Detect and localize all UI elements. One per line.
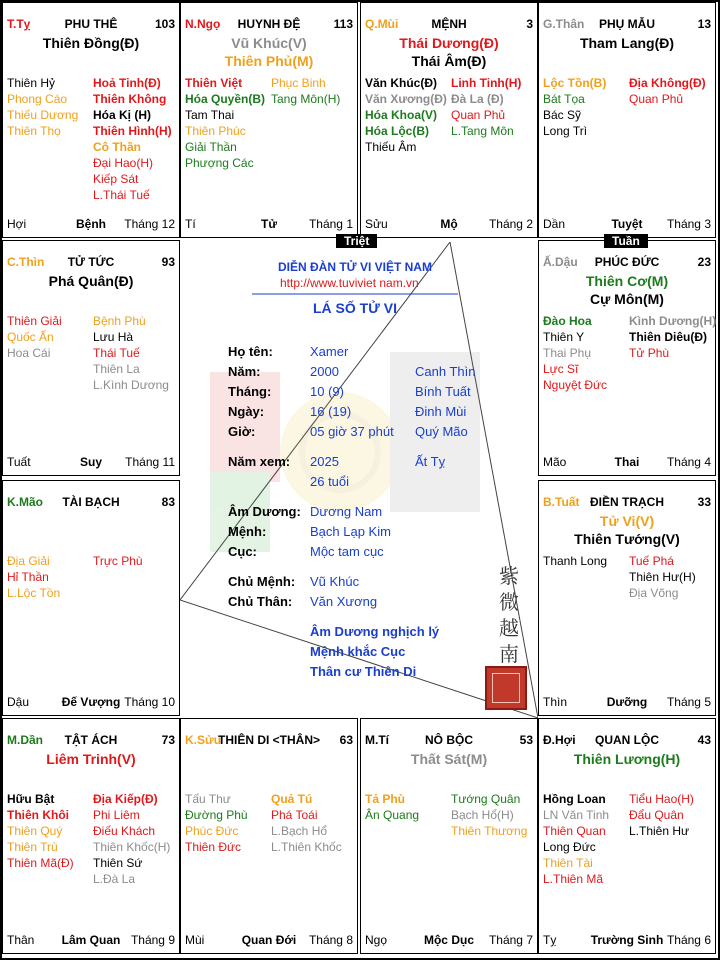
- palace-number: 33: [697, 495, 711, 509]
- month-label: Tháng 4: [666, 455, 711, 469]
- info-value: Vũ Khúc: [310, 574, 360, 589]
- minor-star: Bạch Hổ(H): [451, 808, 514, 822]
- minor-star: Thanh Long: [543, 554, 608, 568]
- month-label: Tháng 12: [124, 217, 175, 231]
- minor-star: Thiếu Dương: [7, 108, 79, 122]
- branch-label: G.Thân: [543, 17, 585, 31]
- info-can-chi: Đinh Mùi: [415, 404, 467, 419]
- minor-star: Đào Hoa: [543, 314, 592, 328]
- info-value: Văn Xương: [310, 594, 378, 609]
- cycle-branch: Hợi: [7, 217, 27, 231]
- branch-label: T.Tỵ: [7, 17, 31, 31]
- chart-center-panel: [180, 242, 538, 718]
- cycle-branch: Mão: [543, 455, 567, 469]
- info-can-chi: Quý Mão: [415, 424, 468, 439]
- main-star: Vũ Khúc(V): [231, 35, 307, 51]
- stars-left: [543, 75, 606, 139]
- stars-left: [365, 75, 447, 155]
- minor-star: Trực Phù: [93, 554, 143, 568]
- stars-right: [93, 553, 143, 569]
- seal-stamp: [485, 666, 527, 710]
- minor-star: Nguyệt Đức: [543, 378, 608, 392]
- minor-star: Long Trì: [543, 124, 588, 138]
- branch-label: Q.Mùi: [365, 17, 399, 31]
- info-can-chi: Canh Thìn: [415, 364, 476, 379]
- stars-left: [7, 313, 62, 361]
- branch-label: Đ.Hợi: [543, 733, 576, 747]
- minor-star: Thiên Thọ: [7, 124, 61, 138]
- minor-star: Tiểu Hao(H): [629, 792, 694, 806]
- minor-star: Lộc Tồn(B): [543, 76, 607, 90]
- main-star: Thiên Cơ(M): [585, 273, 669, 289]
- palace-cell-dan[interactable]: [2, 718, 180, 954]
- minor-star: Thiên Y: [543, 330, 585, 344]
- minor-star: Giải Thần: [185, 140, 237, 154]
- minor-star: Tấu Thư: [185, 792, 231, 806]
- minor-star: Lực Sĩ: [543, 362, 579, 376]
- minor-star: Địa Không(Đ): [629, 76, 706, 90]
- info-label: Mệnh:: [228, 524, 267, 539]
- triet-tag: Triệt: [336, 234, 377, 248]
- minor-star: Phi Liêm: [93, 808, 140, 822]
- minor-star: Thiên Hỷ: [7, 76, 56, 90]
- stars-right: [271, 75, 340, 107]
- minor-star: Quốc Ấn: [7, 330, 54, 344]
- minor-star: Thai Phụ: [543, 346, 592, 360]
- branch-label: M.Dần: [7, 733, 43, 747]
- info-label: Ngày:: [228, 404, 265, 419]
- minor-star: Tuế Phá: [629, 554, 674, 568]
- minor-star: Văn Xương(Đ): [365, 92, 447, 106]
- main-star: Tham Lang(Đ): [579, 35, 675, 51]
- stars-left: [543, 313, 607, 393]
- minor-star: Thiên Phúc: [185, 124, 246, 138]
- minor-star: L.Thái Tuế: [93, 188, 150, 202]
- minor-star: LN Văn Tinh: [543, 808, 610, 822]
- minor-star: L.Kình Dương: [93, 378, 169, 392]
- month-label: Tháng 3: [666, 217, 711, 231]
- stars-left: [7, 553, 60, 601]
- palace-name: TỬ TỨC: [67, 255, 115, 269]
- branch-label: K.Mão: [7, 495, 43, 509]
- stars-right: [629, 75, 706, 107]
- palace-number: 13: [697, 17, 711, 31]
- info-label: Năm xem:: [228, 454, 291, 469]
- minor-star: Hóa Lộc(B): [365, 124, 429, 138]
- palace-number: 43: [697, 733, 711, 747]
- chart-note: Mệnh khắc Cục: [310, 644, 406, 659]
- cycle-branch: Tí: [185, 217, 196, 231]
- minor-star: L.Thiên Khốc: [271, 840, 342, 854]
- calligraphy-glyph: 越: [499, 618, 519, 640]
- main-star: Thái Âm(Đ): [411, 53, 487, 69]
- palace-cell-than[interactable]: [538, 2, 716, 238]
- stars-right: [93, 75, 172, 203]
- minor-star: Văn Khúc(Đ): [365, 76, 437, 90]
- month-label: Tháng 2: [488, 217, 533, 231]
- minor-star: Hỉ Thần: [7, 570, 49, 584]
- stars-left: [543, 553, 607, 569]
- minor-star: Thiên Mã(Đ): [7, 856, 74, 870]
- chart-note: Âm Dương nghịch lý: [310, 624, 440, 639]
- cycle-branch: Ngọ: [365, 933, 388, 947]
- cycle-branch: Sửu: [365, 217, 388, 231]
- palace-name: PHU THÊ: [64, 17, 118, 31]
- info-can-chi: Bính Tuất: [415, 384, 471, 399]
- palace-cell-ty[interactable]: [2, 2, 180, 238]
- palace-number: 103: [154, 17, 175, 31]
- life-stage: Quan Đới: [241, 933, 297, 947]
- month-label: Tháng 1: [308, 217, 353, 231]
- main-star: Thiên Phủ(M): [224, 53, 314, 69]
- life-stage: Dưỡng: [606, 695, 648, 709]
- minor-star: Đại Hao(H): [93, 156, 154, 170]
- minor-star: Địa Võng: [629, 586, 679, 600]
- life-stage: Bệnh: [76, 217, 106, 231]
- info-label: Năm:: [228, 364, 261, 379]
- chart-title: LÁ SỐ TỬ VI: [313, 300, 397, 316]
- main-star: Tử Vi(V): [599, 513, 655, 529]
- month-label: Tháng 5: [666, 695, 711, 709]
- stars-left: [7, 791, 74, 871]
- minor-star: L.Bạch Hổ: [271, 824, 328, 838]
- minor-star: Tả Phù: [365, 792, 406, 806]
- calligraphy-glyph: 南: [499, 644, 519, 666]
- minor-star: L.Thiên Mã: [543, 872, 604, 886]
- life-stage: Đế Vượng: [61, 695, 121, 709]
- minor-star: Long Đức: [543, 840, 596, 854]
- stars-left: [365, 791, 419, 823]
- minor-star: Hữu Bật: [7, 792, 55, 806]
- palace-cell-mui[interactable]: [360, 2, 538, 238]
- info-label: Tháng:: [228, 384, 272, 399]
- minor-star: L.Lộc Tồn: [7, 586, 61, 600]
- minor-star: Tướng Quân: [451, 792, 521, 806]
- minor-star: Ân Quang: [365, 808, 420, 822]
- age-value: 26 tuổi: [310, 474, 350, 489]
- minor-star: Thiên Hình(H): [93, 124, 172, 138]
- palace-name: ĐIỀN TRẠCH: [590, 495, 664, 509]
- minor-star: Hoả Tinh(Đ): [93, 76, 161, 90]
- minor-star: Quả Tú: [271, 792, 313, 806]
- tuan-tag: Tuần: [604, 234, 648, 248]
- cycle-branch: Tuất: [7, 455, 31, 469]
- palace-cell-mao[interactable]: [2, 480, 180, 716]
- month-label: Tháng 7: [488, 933, 533, 947]
- info-label: Chủ Mệnh:: [228, 574, 296, 589]
- branch-label: B.Tuất: [543, 495, 580, 509]
- palace-name: THIÊN DI <THÂN>: [217, 733, 320, 747]
- stars-right: [629, 313, 716, 361]
- palace-number: 83: [161, 495, 175, 509]
- main-star: Thái Dương(Đ): [399, 35, 499, 51]
- info-label: Cục:: [228, 544, 257, 559]
- stars-left: [543, 791, 609, 887]
- month-label: Tháng 8: [308, 933, 353, 947]
- main-star: Thiên Đồng(Đ): [42, 35, 140, 51]
- palace-cell-hoi[interactable]: [538, 718, 716, 954]
- minor-star: Thiên La: [93, 362, 140, 376]
- stars-right: [629, 553, 696, 601]
- info-label: Âm Dương:: [228, 504, 301, 519]
- month-label: Tháng 9: [130, 933, 175, 947]
- minor-star: Bệnh Phù: [93, 314, 146, 328]
- month-label: Tháng 11: [125, 455, 175, 469]
- palace-cell-suu[interactable]: [180, 718, 358, 954]
- minor-star: Điếu Khách: [93, 824, 156, 838]
- main-star: Cự Môn(M): [590, 291, 664, 307]
- info-label: Chủ Thân:: [228, 594, 293, 609]
- cycle-branch: Thân: [7, 933, 35, 947]
- minor-star: Tử Phù: [629, 346, 670, 360]
- minor-star: Kiếp Sát: [93, 172, 139, 186]
- branch-label: Ấ.Dậu: [543, 255, 578, 269]
- main-star: Thiên Tướng(V): [574, 531, 680, 547]
- minor-star: Hồng Loan: [543, 792, 606, 806]
- life-stage: Tử: [260, 217, 278, 231]
- palace-name: MỆNH: [431, 17, 467, 31]
- calligraphy-glyph: 微: [499, 592, 519, 614]
- month-label: Tháng 6: [666, 933, 711, 947]
- minor-star: Quan Phủ: [451, 108, 506, 122]
- minor-star: Linh Tinh(H): [451, 76, 522, 90]
- minor-star: L.Thiên Hư: [629, 824, 690, 838]
- minor-star: Tang Môn(H): [271, 92, 341, 106]
- minor-star: Thiên Việt: [185, 76, 243, 90]
- minor-star: Quan Phủ: [629, 92, 684, 106]
- minor-star: L.Tang Môn: [451, 124, 514, 138]
- minor-star: Địa Giải: [7, 554, 50, 568]
- stars-right: [93, 313, 169, 393]
- cycle-branch: Mùi: [185, 933, 205, 947]
- palace-cell-dau[interactable]: [538, 240, 716, 476]
- chart-note: Thân cư Thiên Di: [310, 664, 417, 679]
- minor-star: Thiên Tài: [543, 856, 593, 870]
- vertical-calligraphy: [494, 564, 524, 668]
- palace-name: PHÚC ĐỨC: [594, 255, 660, 269]
- minor-star: Thái Tuế: [93, 346, 140, 360]
- cycle-branch: Dần: [543, 217, 566, 231]
- minor-star: Địa Kiếp(Đ): [93, 792, 158, 806]
- palace-name: PHỤ MẪU: [599, 17, 655, 31]
- palace-number: 93: [161, 255, 175, 269]
- stars-right: [451, 791, 527, 839]
- minor-star: Thiếu Âm: [365, 140, 417, 154]
- main-star: Liêm Trinh(V): [46, 751, 136, 767]
- minor-star: Thiên Trù: [7, 840, 58, 854]
- minor-star: Phong Cáo: [7, 92, 68, 106]
- minor-star: Đà La (Đ): [451, 92, 504, 106]
- info-value: Dương Nam: [310, 504, 383, 519]
- palace-name: TÀI BẠCH: [62, 495, 120, 509]
- minor-star: Hóa Quyền(B): [185, 92, 266, 106]
- stars-left: [185, 791, 248, 855]
- minor-star: Hóa Kị (H): [93, 108, 151, 122]
- stars-right: [451, 75, 521, 139]
- minor-star: Phá Toái: [271, 808, 318, 822]
- minor-star: Lưu Hà: [93, 330, 134, 344]
- minor-star: Thiên Không: [93, 92, 167, 106]
- stars-right: [271, 791, 342, 855]
- life-stage: Suy: [79, 455, 102, 469]
- minor-star: Thiên Sứ: [93, 856, 143, 870]
- life-stage: Mộ: [440, 217, 458, 231]
- palace-cell-ti[interactable]: [360, 718, 538, 954]
- forum-url[interactable]: http://www.tuviviet nam.vn: [280, 276, 419, 290]
- info-value: 2025: [310, 454, 339, 469]
- palace-cell-thin[interactable]: [2, 240, 180, 476]
- info-value: 16 (19): [310, 404, 352, 419]
- info-label: Giờ:: [228, 424, 256, 439]
- minor-star: Đường Phù: [185, 808, 248, 822]
- stars-right: [93, 791, 170, 887]
- minor-star: Tam Thai: [185, 108, 235, 122]
- info-value: Xamer: [310, 344, 349, 359]
- minor-star: Đẩu Quân: [629, 808, 684, 822]
- life-stage: Lâm Quan: [61, 933, 121, 947]
- minor-star: L.Đà La: [93, 872, 136, 886]
- branch-label: C.Thìn: [7, 255, 45, 269]
- branch-label: N.Ngọ: [185, 17, 221, 31]
- life-stage: Mộc Dục: [423, 933, 474, 947]
- minor-star: Phục Binh: [271, 76, 326, 90]
- stars-right: [629, 791, 694, 839]
- minor-star: Thiên Hư(H): [629, 570, 696, 584]
- palace-name: HUYNH ĐỆ: [237, 17, 301, 31]
- palace-cell-ngo[interactable]: [180, 2, 358, 238]
- forum-name: DIỄN ĐÀN TỬ VI VIỆT NAM: [278, 260, 432, 274]
- cycle-branch: Tỵ: [543, 933, 557, 947]
- minor-star: Thiên Giải: [7, 314, 62, 328]
- minor-star: Phúc Đức: [185, 824, 239, 838]
- info-value: 10 (9): [310, 384, 344, 399]
- minor-star: Cô Thần: [93, 140, 141, 154]
- palace-number: 3: [526, 17, 533, 31]
- minor-star: Hoa Cái: [7, 346, 51, 360]
- palace-number: 63: [339, 733, 353, 747]
- info-value: Mộc tam cục: [310, 544, 384, 559]
- cycle-branch: Dậu: [7, 695, 30, 709]
- minor-star: Thiên Khốc(H): [93, 840, 171, 854]
- info-can-chi: Ất Tỵ: [415, 454, 446, 469]
- info-value: 05 giờ 37 phút: [310, 424, 394, 439]
- palace-name: QUAN LỘC: [595, 733, 659, 747]
- main-star: Phá Quân(Đ): [48, 273, 134, 289]
- main-star: Thất Sát(M): [410, 751, 488, 767]
- palace-cell-tuat[interactable]: [538, 480, 716, 716]
- minor-star: Thiên Diêu(Đ): [629, 330, 707, 344]
- palace-name: TẬT ÁCH: [64, 733, 118, 747]
- life-stage: Tuyệt: [611, 217, 643, 231]
- info-value: Bạch Lạp Kim: [310, 524, 391, 539]
- info-value: 2000: [310, 364, 339, 379]
- palace-number: 53: [519, 733, 533, 747]
- minor-star: Hóa Khoa(V): [365, 108, 437, 122]
- palace-number: 113: [333, 17, 353, 31]
- branch-label: M.Tí: [365, 733, 389, 747]
- minor-star: Thiên Đức: [185, 840, 242, 854]
- minor-star: Bác Sỹ: [543, 108, 582, 122]
- month-label: Tháng 10: [124, 695, 175, 709]
- minor-star: Bát Tọa: [543, 92, 585, 106]
- minor-star: Thiên Khôi: [7, 808, 69, 822]
- minor-star: Phượng Các: [185, 156, 254, 170]
- stars-left: [7, 75, 78, 139]
- main-star: Thiên Lương(H): [573, 751, 681, 767]
- cycle-branch: Thìn: [543, 695, 568, 709]
- minor-star: Thiên Thương: [451, 824, 528, 838]
- life-stage: Thai: [614, 455, 640, 469]
- minor-star: Thiên Quan: [543, 824, 606, 838]
- stars-left: [185, 75, 265, 171]
- minor-star: Thiên Quý: [7, 824, 63, 838]
- branch-label: K.Sửu: [185, 733, 222, 747]
- life-stage: Trường Sinh: [590, 933, 664, 947]
- palace-number: 23: [697, 255, 711, 269]
- minor-star: Kình Dương(H): [629, 314, 717, 328]
- info-label: Họ tên:: [228, 344, 273, 359]
- palace-name: NÔ BỘC: [425, 733, 473, 747]
- calligraphy-glyph: 紫: [499, 566, 519, 588]
- palace-number: 73: [161, 733, 175, 747]
